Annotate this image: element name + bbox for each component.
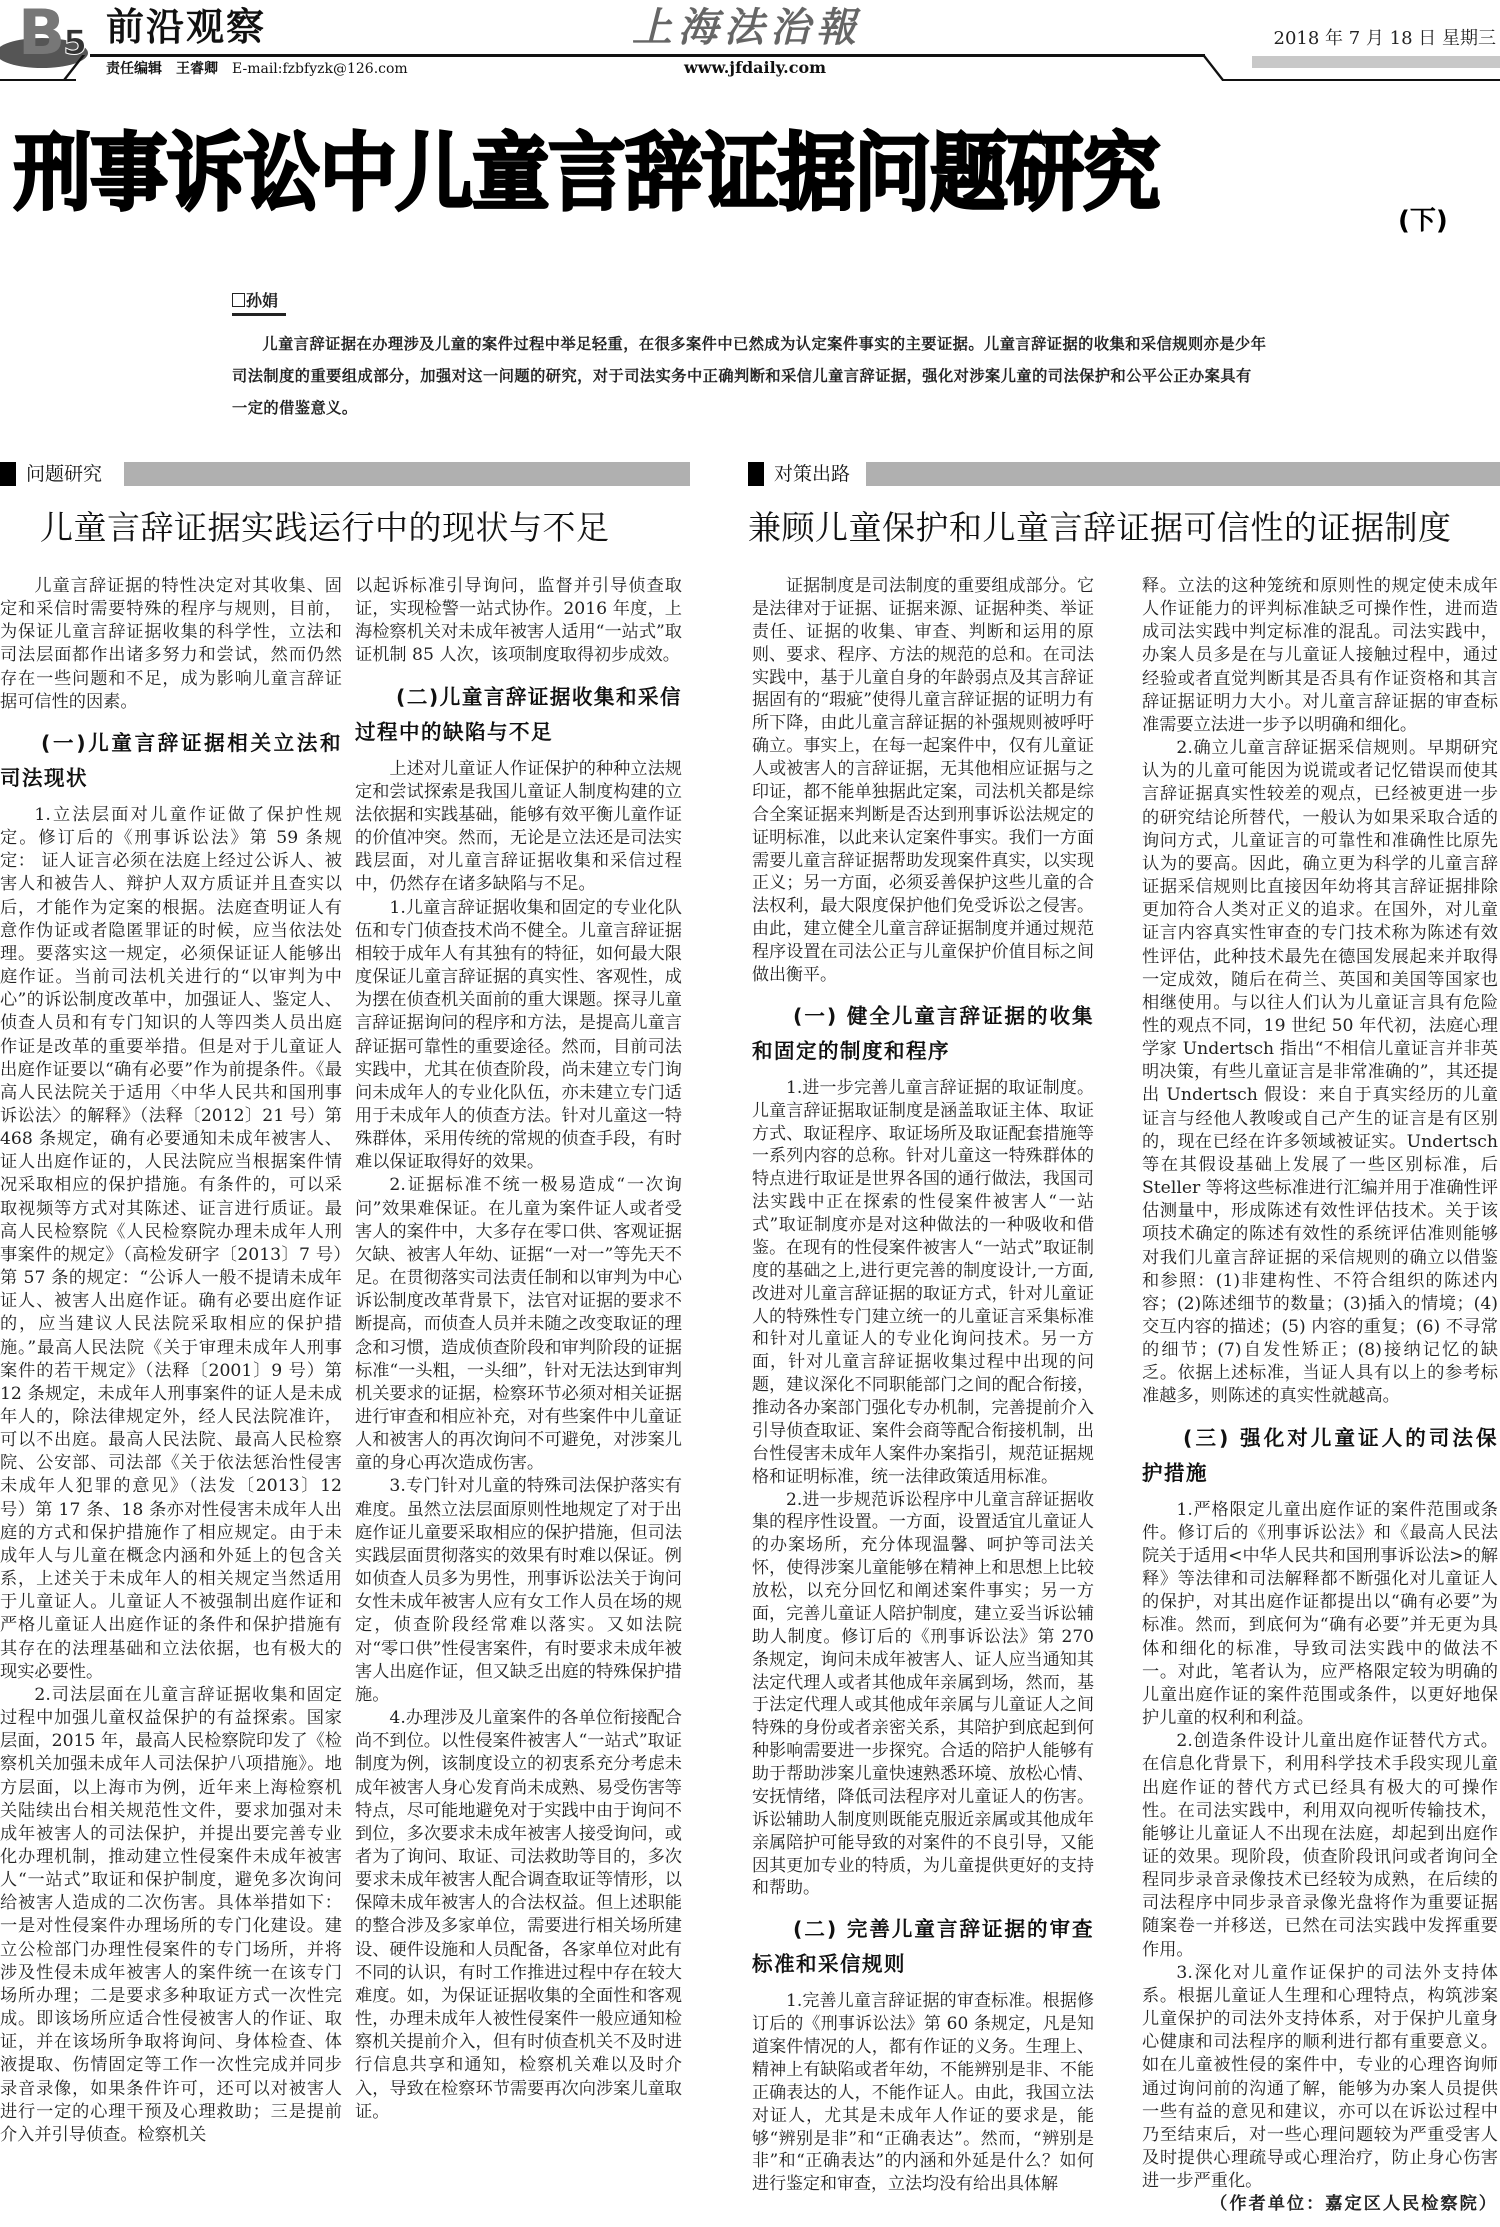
- paragraph: 1.完善儿童言辞证据的审查标准。根据修订后的《刑事诉讼法》第 60 条规定，凡是知道案件情况的人，都有作证的义务。生理上、精神上有缺陷或者年幼，不能辨别是非、不能正确表达的人，不能作证人。由此，我国立法对证人，尤其是未成年人作证的要求是，能够“辨别是非”和“正确表达”。然而，“辨别是非”和“正确表达”的内涵和外延是什么？如何进行鉴定和审查，立法均没有给出具体解: [752, 1991, 1094, 2195]
- editor-line: [106, 58, 408, 78]
- paragraph: 1.儿童言辞证据收集和固定的专业化队伍和专门侦查技术尚不健全。儿童言辞证据相较于成年人有其独有的特征，如何最大限度保证儿童言辞证据的真实性、客观性，成为摆在侦查机关面前的重大课题。探寻儿童言辞证据询问的程序和方法，是提高儿童言辞证据可靠性的重要途径。然而，目前司法实践中，尤其在侦查阶段，尚未建立专门询问未成年人的专业化队伍，亦未建立专门适用于未成年人的侦查方法。针对儿童这一特殊群体，采用传统的常规的侦查手段，有时难以保证取得好的效果。: [355, 897, 682, 1173]
- paragraph: 2.确立儿童言辞证据采信规则。早期研究认为的儿童可能因为说谎或者记忆错误而使其言辞证据真实性较差的观点，已经被更进一步的研究结论所替代，一般认为如果采取合适的询问方式，儿童证言的可靠性和准确性比原先认为的要高。因此，确立更为科学的儿童言辞证据采信规则比直接因年幼将其言辞证据排除更加符合人类对正义的追求。在国外，对儿童证言内容真实性审查的专门技术称为陈述有效性评估，此种技术最先在德国发展起来并取得一定成效，随后在荷兰、英国和美国等国家也相继使用。与以往人们认为儿童证言具有危险性的观点不同，19 世纪 50 年代初，法庭心理学家 Undertsch 指出“不相信儿童证言并非英明决策，有些儿童证言是非常准确的”，其还提出 Undertsch 假设：来自于真实经历的儿童证言与经他人教唆或自己产生的证言是有区别的，现在已经在许多领域被证实。Undertsch 等在其假设基础上发展了一些区别标准，后 Steller 等将这些标准进行汇编并用于准确性评估测量中，形成陈述有效性评估技术。关于该项技术确定的陈述有效性的系统评估准则能够对我们儿童言辞证据的采信规则的确立以借鉴和参照：(1)非建构性、不符合组织的陈述内容；(2)陈述细节的数量；(3)插入的情境；(4)交互内容的描述；(5) 内容的重复；(6) 不寻常的细节；(7)自发性矫正；(8)接纳记忆的缺乏。依据上述标准，当证人具有以上的参考标准越多，则陈述的真实性就越高。: [1142, 738, 1498, 1407]
- paragraph: 1.严格限定儿童出庭作证的案件范围或条件。修订后的《刑事诉讼法》和《最高人民法院关于适用<中华人民共和国刑事诉讼法>的解释》等法律和司法解释都不断强化对儿童证人的保护，对其出庭作证都提出以“确有必要”为标准。然而，到底何为“确有必要”并无更为具体和细化的标准，导致司法实践中的做法不一。对此，笔者认为，应严格限定较为明确的儿童出庭作证的案件范围或条件，以更好地保护儿童的权利和利益。: [1142, 1499, 1498, 1729]
- page-number: 5: [63, 23, 85, 63]
- paragraph: 上述对儿童证人作证保护的种种立法规定和尝试探索是我国儿童证人制度构建的立法依据和实践基础，能够有效平衡儿童作证的价值冲突。然而，无论是立法还是司法实践层面，对儿童言辞证据收集和采信过程中，仍然存在诸多缺陷与不足。: [355, 758, 682, 895]
- section-bar-label-right: 对策出路: [774, 463, 851, 485]
- subsection-heading: (三) 强化对儿童证人的司法保护措施: [1142, 1425, 1498, 1485]
- section-bar-gray-left: [124, 462, 690, 486]
- editor-email[interactable]: E-mail:fzbfyzk@126.com: [232, 61, 408, 77]
- section-bar-block-left: [0, 462, 16, 486]
- paragraph: 2.进一步规范诉讼程序中儿童言辞证据收集的程序性设置。一方面，设置适宜儿童证人的办案场所，充分体现温馨、呵护等司法关怀，使得涉案儿童能够在精神上和思想上比较放松，以充分回忆和阐述案件事实；另一方面，完善儿童证人陪护制度，建立妥当诉讼辅助人制度。修订后的《刑事诉讼法》第 270 条规定，询问未成年被害人、证人应当通知其法定代理人或者其他成年亲属到场，然而，基于法定代理人或其他成年亲属与儿童证人之间特殊的身份或者亲密关系，其陪护到底起到何种影响需要进一步探究。合适的陪护人能够有助于帮助涉案儿童快速熟悉环境、放松心情、安抚情绪，降低司法程序对儿童证人的伤害。诉讼辅助人制度则既能克服近亲属或其他成年亲属陪护可能导致的对案件的不良引导，又能因其更加专业的特质，为儿童提供更好的支持和帮助。: [752, 1489, 1094, 1899]
- masthead-rule: [90, 54, 1205, 57]
- author-byline: [232, 288, 278, 311]
- paragraph: 2.创造条件设计儿童出庭作证替代方式。在信息化背景下，利用科学技术手段实现儿童出庭作证的替代方式已经具有极大的可操作性。在司法实践中，利用双向视听传输技术，能够让儿童证人不出现在法庭，却起到出庭作证的效果。现阶段，侦查阶段讯问或者询问全程同步录音录像技术已经较为成熟，在后续的司法程序中同步录音录像光盘将作为重要证据随案卷一并移送，已然在司法实践中发挥重要作用。: [1142, 1731, 1498, 1960]
- section-bar-block-right: [748, 462, 764, 486]
- article-column-2: [355, 575, 682, 2124]
- masthead-rule-bottom-left: [0, 79, 76, 81]
- editor-name: 王睿卿: [176, 61, 218, 77]
- subsection-heading: (二) 完善儿童言辞证据的审查标准和采信规则: [752, 1917, 1094, 1977]
- masthead-gray-tab: [1252, 56, 1500, 68]
- section-headline-right: 兼顾儿童保护和儿童言辞证据可信性的证据制度: [748, 508, 1452, 547]
- paragraph: 2.司法层面在儿童言辞证据收集和固定过程中加强儿童权益保护的有益探索。国家层面，2015 年，最高人民检察院印发了《检察机关加强未成年人司法保护八项措施》。地方层面，以上海市为例，近年来上海检察机关陆续出台相关规范性文件，要求加强对未成年被害人的司法保护，并提出要完善专业化办理机制，推动建立性侵案件未成年被害人“一站式”取证和保护制度，避免多次询问给被害人造成的二次伤害。具体举措如下：一是对性侵案件办理场所的专门化建设。建立公检部门办理性侵案件的专门场所，并将涉及性侵未成年被害人的案件统一在该专门场所办理；二是要求多种取证方式一次性完成。即该场所应适合性侵被害人的作证、取证，并在该场所争取将询问、身体检查、体液提取、伤情固定等工作一次性完成并同步录音录像，如果条件许可，还可以对被害人进行一定的心理干预及心理救助；三是提前介入并引导侦查。检察机关: [0, 1684, 342, 2145]
- section-headline-left: 儿童言辞证据实践运行中的现状与不足: [40, 508, 610, 547]
- subsection-heading: (一)儿童言辞证据相关立法和司法现状: [0, 730, 342, 790]
- editor-label: 责任编辑: [106, 61, 162, 77]
- section-bar-label-left: 问题研究: [26, 463, 103, 485]
- subsection-heading: (一) 健全儿童言辞证据的收集和固定的制度和程序: [752, 1003, 1094, 1063]
- masthead-rule-bottom-right: [1222, 79, 1500, 81]
- author-underline: [232, 313, 286, 316]
- page-letter: B: [18, 0, 64, 69]
- headline-part-label: (下): [1398, 206, 1448, 236]
- masthead-rule-slant-right: [1202, 55, 1225, 81]
- paragraph: 3.专门针对儿童的特殊司法保护落实有难度。虽然立法层面原则性地规定了对于出庭作证儿童要采取相应的保护措施，但司法实践层面贯彻落实的效果有时难以保证。例如侦查人员多为男性，刑事诉讼法关于询问女性未成年被害人应有女工作人员在场的规定，侦查阶段经常难以落实。又如法院对“零口供”性侵害案件，有时要求未成年被害人出庭作证，但又缺乏出庭的特殊保护措施。: [355, 1476, 682, 1705]
- section-bar-gray-right: [866, 462, 1500, 486]
- paragraph: 1.立法层面对儿童作证做了保护性规定。修订后的《刑事诉讼法》第 59 条规定： 证人证言必须在法庭上经过公诉人、被害人和被告人、辩护人双方质证并且查实以后，才能作为定案的根据。法庭查明证人有意作伪证或者隐匿罪证的时候，应当依法处理。要落实这一规定，必须保证证人能够出庭作证。当前司法机关进行的“以审判为中心”的诉讼制度改革中，加强证人、鉴定人、侦查人员和有专门知识的人等四类人员出庭作证是改革的重要举措。但是对于儿童证人出庭作证要以“确有必要”作为前提条件。《最高人民法院关于适用〈中华人民共和国刑事诉讼法〉的解释》（法释〔2012〕21 号）第 468 条规定，确有必要通知未成年被害人、证人出庭作证的，人民法院应当根据案件情况采取相应的保护措施。有条件的，可以采取视频等方式对其陈述、证言进行质证。最高人民检察院《人民检察院办理未成年人刑事案件的规定》（高检发研字〔2013〕7 号）第 57 条的规定：“公诉人一般不提请未成年证人、被害人出庭作证。确有必要出庭作证的，应当建议人民法院采取相应的保护措施。”最高人民法院《关于审理未成年人刑事案件的若干规定》（法释〔2001〕9 号）第 12 条规定，未成年人刑事案件的证人是未成年人的，除法律规定外，经人民法院准许，可以不出庭。最高人民法院、最高人民检察院、公安部、司法部《关于依法惩治性侵害未成年人犯罪的意见》（法发〔2013〕12 号）第 17 条、18 条亦对性侵害未成年人出庭的方式和保护措施作了相应规定。由于未成年人与儿童在概念内涵和外延上的包含关系，上述关于未成年人的相关规定当然适用于儿童证人。儿童证人不被强制出庭作证和严格儿童证人出庭作证的条件和保护措施有其存在的法理基础和立法依据，也有极大的现实必要性。: [0, 804, 342, 1682]
- paragraph: 2.证据标准不统一极易造成“一次询问”效果难保证。在儿童为案件证人或者受害人的案件中，大多存在零口供、客观证据欠缺、被害人年幼、证据“一对一”等先天不足。在贯彻落实司法责任制和以审判为中心诉讼制度改革背景下，法官对证据的要求不断提高，而侦查人员并未随之改变取证的理念和习惯，造成侦查阶段和审判阶段的证据标准“一头粗，一头细”，针对无法达到审判机关要求的证据，检察环节必须对相关证据进行审查和相应补充，对有些案件中儿童证人和被害人的再次询问不可避免，对涉案儿童的身心再次造成伤害。: [355, 1175, 682, 1474]
- article-column-4: [1142, 575, 1498, 2216]
- paragraph: 1.进一步完善儿童言辞证据的取证制度。儿童言辞证据取证制度是涵盖取证主体、取证方式、取证程序、取证场所及取证配套措施等一系列内容的总称。针对儿童这一特殊群体的特点进行取证是世界各国的通行做法，我国司法实践中正在探索的性侵案件被害人“一站式”取证制度亦是对这种做法的一种吸收和借鉴。在现有的性侵案件被害人“一站式”取证制度的基础之上,进行更完善的制度设计,一方面,改进对儿童言辞证据的取证方式，针对儿童证人的特殊性专门建立统一的儿童证言采集标准和针对儿童证人的专业化询问技术。另一方面，针对儿童言辞证据收集过程中出现的问题，建议深化不同职能部门之间的配合衔接，推动各办案部门强化专办机制，完善提前介入引导侦查取证、案件会商等配合衔接机制，出台性侵害未成年人案件办案指引，规范证据规格和证明标准，统一法律政策适用标准。: [752, 1077, 1094, 1487]
- article-column-1: [0, 575, 342, 2147]
- subsection-heading: (二)儿童言辞证据收集和采信过程中的缺陷与不足: [355, 684, 682, 744]
- author-box-icon: [232, 293, 245, 307]
- article-column-3: [752, 575, 1094, 2196]
- newspaper-logo: 上海法治報: [632, 4, 862, 51]
- author-name: 孙娟: [246, 291, 279, 310]
- paragraph: 释。立法的这种笼统和原则性的规定使未成年人作证能力的评判标准缺乏可操作性，进而造成司法实践中判定标准的混乱。司法实践中，办案人员多是在与儿童证人接触过程中，通过经验或者直觉判断其是否具有作证资格和其言辞证据证明力大小。对儿童言辞证据的审查标准需要立法进一步予以明确和细化。: [1142, 576, 1498, 735]
- paragraph: 儿童言辞证据的特性决定对其收集、固定和采信时需要特殊的程序与规则，目前，为保证儿童言辞证据收集的科学性，立法和司法层面都作出诸多努力和尝试，然而仍然存在一些问题和不足，成为影响儿童言辞证据可信性的因素。: [0, 576, 342, 712]
- article-headline: 刑事诉讼中儿童言辞证据问题研究: [14, 124, 1160, 222]
- paragraph: 4.办理涉及儿童案件的各单位衔接配合尚不到位。以性侵案件被害人“一站式”取证制度为例，该制度设立的初衷系充分考虑未成年被害人身心发育尚未成熟、易受伤害等特点，尽可能地避免对于实践中由于询问不到位，多次要求未成年被害人接受询问，或者为了询问、取证、司法救助等目的，多次要求未成年被害人配合调查取证等情形，以保障未成年被害人的合法权益。但上述职能的整合涉及多家单位，需要进行相关场所建设、硬件设施和人员配备，各家单位对此有不同的认识，有时工作推进过程中存在较大难度。如，为保证证据收集的全面性和客观性，办理未成年人被性侵案件一般应通知检察机关提前介入，但有时侦查机关不及时进行信息共享和通知，检察机关难以及时介入，导致在检察环节需要再次向涉案儿童取证。: [355, 1708, 682, 2122]
- article-lead: 儿童言辞证据在办理涉及儿童的案件过程中举足轻重，在很多案件中已然成为认定案件事实的主要证据。儿童言辞证据的收集和采信规则亦是少年司法制度的重要组成部分，加强对这一问题的研究，对于司法实务中正确判断和采信儿童言辞证据，强化对涉案儿童的司法保护和公平公正办案具有一定的借鉴意义。: [232, 335, 1267, 417]
- paragraph: 3.深化对儿童作证保护的司法外支持体系。根据儿童证人生理和心理特点，构筑涉案儿童保护的司法外支持体系，对于保护儿童身心健康和司法程序的顺利进行都有重要意义。如在儿童被性侵的案件中，专业的心理咨询师通过询问前的沟通了解，能够为办案人员提供一些有益的意见和建议，亦可以在诉讼过程中乃至结束后，对一些心理问题较为严重受害人及时提供心理疏导或心理治疗，防止身心伤害进一步严重化。: [1142, 1962, 1498, 2192]
- website-link[interactable]: www.jfdaily.com: [684, 58, 827, 77]
- paragraph: 以起诉标准引导询问，监督并引导侦查取证，实现检警一站式协作。2016 年度，上海检察机关对未成年被害人适用“一站式”取证机制 85 人次，该项制度取得初步成效。: [355, 576, 682, 666]
- paragraph: 证据制度是司法制度的重要组成部分。它是法律对于证据、证据来源、证据种类、举证责任、证据的收集、审查、判断和运用的原则、要求、程序、方法的规范的总和。在司法实践中，基于儿童自身的年龄弱点及其言辞证据固有的“瑕疵”使得儿童言辞证据的证明力有所下降，由此儿童言辞证据的补强规则被呼吁确立。事实上，在每一起案件中，仅有儿童证人或被害人的言辞证据，无其他相应证据与之印证，都不能单独据此定案，司法机关都是综合全案证据来判断是否达到刑事诉讼法规定的证明标准，以此来认定案件事实。我们一方面需要儿童言辞证据帮助发现案件真实，以实现正义；另一方面，必须妥善保护这些儿童的合法权利，最大限度保护他们免受诉讼之侵害。由此，建立健全儿童言辞证据制度并通过规范程序设置在司法公正与儿童保护价值目标之间做出衡平。: [752, 576, 1094, 985]
- issue-date: 2018 年 7 月 18 日 星期三: [1273, 28, 1496, 49]
- section-name: 前沿观察: [106, 5, 267, 49]
- author-affiliation: （作者单位：嘉定区人民检察院）: [1210, 2194, 1498, 2215]
